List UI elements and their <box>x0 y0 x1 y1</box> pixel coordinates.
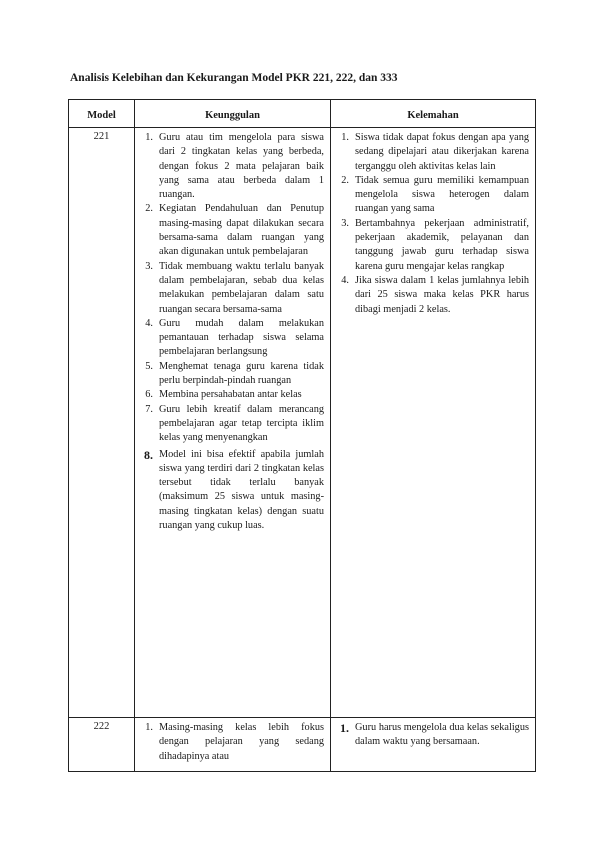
item-text: Guru mudah dalam melakukan pemantauan terhadap siswa selama pembelajaran berlangsung <box>159 317 324 358</box>
analysis-table <box>68 99 536 772</box>
list-item <box>138 448 324 534</box>
model-cell: 222 <box>69 718 135 772</box>
item-number: 3. <box>341 217 349 229</box>
disadvantages-cell <box>331 128 536 718</box>
header-advantages: Keunggulan <box>135 100 331 128</box>
item-text: Guru lebih kreatif dalam merancang pembelajaran agar tetap tercipta iklim kelas yang menyenangkan <box>159 403 324 444</box>
item-text: Menghemat tenaga guru karena tidak perlu berpindah-pindah ruangan <box>159 360 324 387</box>
disadvantages-list <box>334 721 529 750</box>
item-number: 4. <box>145 317 153 329</box>
advantages-cell <box>135 128 331 718</box>
item-text: Guru harus mengelola dua kelas sekaligus dalam waktu yang bersamaan. <box>355 722 529 748</box>
table-header-row <box>69 100 536 128</box>
item-text: Tidak semua guru memiliki kemampuan mengelola siswa heterogen dalam ruangan yang sama <box>355 174 529 215</box>
table-row <box>69 128 536 718</box>
advantages-list <box>138 721 324 764</box>
list-item <box>138 360 324 389</box>
item-number: 1. <box>341 132 349 143</box>
list-item <box>334 131 529 174</box>
list-item <box>138 131 324 202</box>
item-number: 1. <box>340 721 349 735</box>
model-cell: 221 <box>69 128 135 718</box>
item-text: Tidak membuang waktu terlalu banyak dalam pembelajaran, sebab dua kelas melakukan pembelajaran dalam satu ruangan secara bersama-sama <box>159 260 324 315</box>
table-row <box>69 718 536 772</box>
advantages-cell <box>135 718 331 772</box>
item-number: 2. <box>145 203 153 215</box>
item-text: Guru atau tim mengelola para siswa dari 2 tingkatan kelas yang berbeda, dengan fokus 2 mata pelajaran baik yang sama atau berbeda dalam 1 ruangan. <box>159 132 324 201</box>
item-text: Siswa tidak dapat fokus dengan apa yang sedang dipelajari atau dikerjakan karena terganggu oleh aktivitas kelas lain <box>355 132 529 172</box>
list-item <box>138 388 324 402</box>
list-item <box>334 174 529 217</box>
list-item <box>334 217 529 274</box>
item-text: Kegiatan Pendahuluan dan Penutup masing-masing dapat dilakukan secara bersama-sama dalam ruangan yang akan digunakan untuk pembelajaran <box>159 203 324 258</box>
item-number: 8. <box>144 447 153 462</box>
list-item <box>138 260 324 317</box>
item-number: 1. <box>145 722 153 733</box>
item-number: 2. <box>341 174 349 186</box>
list-item <box>138 403 324 446</box>
disadvantages-cell <box>331 718 536 772</box>
document-title: Analisis Kelebihan dan Kekurangan Model PKR 221, 222, dan 333 <box>70 72 398 84</box>
item-number: 3. <box>145 260 153 272</box>
list-item <box>138 721 324 764</box>
item-number: 4. <box>341 274 349 286</box>
item-text: Bertambahnya pekerjaan administratif, pekerjaan akademik, pelayanan dan tanggung jawab guru terhadap siswa karena guru mengajar kelas rangkap <box>355 217 529 272</box>
item-text: Masing-masing kelas lebih fokus dengan pelajaran yang sedang dihadapinya atau <box>159 722 324 762</box>
disadvantages-list <box>334 131 529 317</box>
advantages-list <box>138 131 324 533</box>
list-item <box>334 274 529 317</box>
item-number: 6. <box>145 389 153 401</box>
item-text: Model ini bisa efektif apabila jumlah siswa yang terdiri dari 2 tingkatan kelas tersebut tidak terlalu banyak (maksimum 25 siswa untuk masing-masing tingkatan kelas) dengan suatu ruangan yang cukup luas. <box>159 448 324 532</box>
header-disadvantages: Kelemahan <box>331 100 536 128</box>
item-number: 5. <box>145 360 153 372</box>
list-item <box>334 721 529 750</box>
item-text: Membina persahabatan antar kelas <box>159 389 302 401</box>
item-text: Jika siswa dalam 1 kelas jumlahnya lebih dari 25 siswa maka kelas PKR harus dibagi menjadi 2 kelas. <box>355 274 529 315</box>
list-item <box>138 202 324 259</box>
item-number: 1. <box>145 132 153 143</box>
list-item <box>138 317 324 360</box>
item-number: 7. <box>145 403 153 415</box>
header-model: Model <box>69 100 135 128</box>
